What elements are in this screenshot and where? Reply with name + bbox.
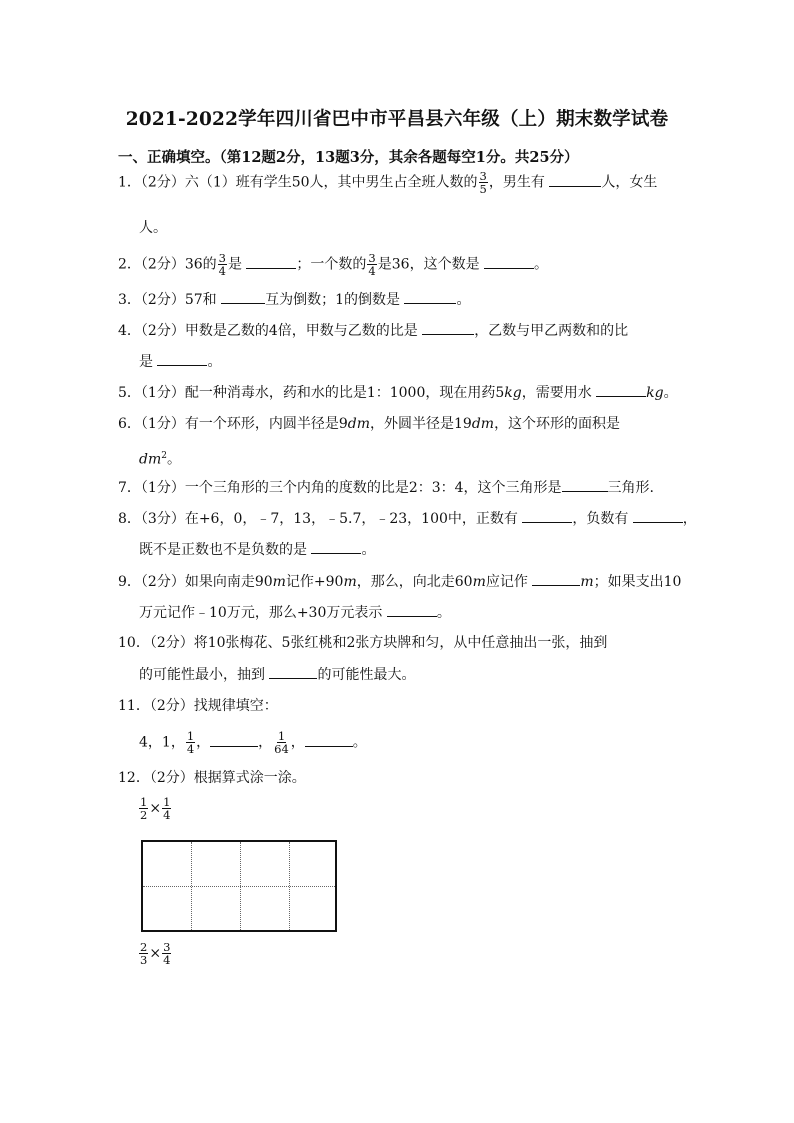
answer-blank[interactable] (221, 289, 265, 304)
question-11-sequence: 4，1， $\frac{1}{4}$ ， ， $\frac{1}{64}$ ， 。 (139, 729, 367, 756)
question-4: 4．（2分）甲数是乙数的4倍，甲数与乙数的比是 ，乙数与甲乙两数和的比 (118, 320, 628, 341)
question-9-continued: 万元记作﹣10万元，那么+30万元表示 。 (139, 602, 451, 623)
question-10-continued: 的可能性最小，抽到 的可能性最大。 (139, 664, 415, 685)
expression-1: $\frac{1}{2}$ × $\frac{1}{4}$ (140, 795, 171, 822)
fraction: $\frac{3}{4}$ (218, 251, 226, 278)
question-1: 1．（2分）六（1）班有学生50人，其中男生占全班人数的 $\frac{3}{5}$ ，男生有 人，女生 (118, 169, 658, 196)
fraction: $\frac{1}{64}$ (274, 729, 289, 756)
section-heading: 一、正确填空。（第12题2分，13题3分，其余各题每空1分。共25分） (118, 149, 579, 166)
expression-2: $\frac{2}{3}$ × $\frac{3}{4}$ (140, 940, 171, 967)
answer-blank[interactable] (532, 571, 580, 586)
answer-blank[interactable] (633, 508, 683, 523)
question-4-continued: 是 。 (139, 351, 221, 372)
fraction: $\frac{3}{5}$ (479, 169, 487, 196)
question-9: 9．（2分）如果向南走90m记作+90m，那么，向北走60m应记作 m；如果支出10 (118, 571, 681, 592)
question-12: 12．（2分）根据算式涂一涂。 (118, 770, 306, 786)
fraction: $\frac{1}{4}$ (186, 729, 195, 756)
question-11: 11．（2分）找规律填空： (118, 698, 278, 714)
question-5: 5．（1分）配一种消毒水，药和水的比是1：1000，现在用药5kg，需要用水 kg。 (118, 382, 678, 403)
answer-blank[interactable] (484, 254, 534, 269)
question-1-continued: 人。 (139, 220, 167, 236)
question-7: 7．（1分）一个三角形的三个内角的度数的比是2：3：4，这个三角形是 三角形. (118, 477, 654, 498)
answer-blank[interactable] (549, 172, 601, 187)
question-2: 2．（2分）36的 $\frac{3}{4}$ 是 ；一个数的 $\frac{3}{4}$ 是36，这个数是 。 (118, 251, 549, 278)
answer-blank[interactable] (305, 732, 353, 747)
question-8: 8．（3分）在+6，0，﹣7，13，﹣5.7，﹣23，100中，正数有 ，负数有 ， (118, 508, 697, 529)
answer-blank[interactable] (246, 254, 296, 269)
question-6: 6．（1分）有一个环形，内圆半径是9dm，外圆半径是19dm，这个环形的面积是 (118, 416, 621, 432)
answer-blank[interactable] (522, 508, 572, 523)
fraction: $\frac{3}{4}$ (368, 251, 376, 278)
answer-blank[interactable] (422, 320, 474, 335)
answer-blank[interactable] (596, 382, 646, 397)
answer-blank[interactable] (387, 602, 437, 617)
answer-blank[interactable] (157, 351, 207, 366)
answer-blank[interactable] (210, 732, 258, 747)
question-6-continued: $dm^2$。 (139, 451, 181, 468)
answer-blank[interactable] (562, 477, 608, 492)
question-8-continued: 既不是正数也不是负数的是 。 (139, 539, 375, 560)
question-3: 3．（2分）57和 互为倒数；1的倒数是 。 (118, 289, 470, 310)
page-title: 2021-2022学年四川省巴中市平昌县六年级（上）期末数学试卷 (125, 109, 669, 130)
answer-blank[interactable] (269, 664, 317, 679)
shading-grid[interactable] (141, 840, 337, 932)
answer-blank[interactable] (404, 289, 456, 304)
answer-blank[interactable] (311, 539, 361, 554)
question-10: 10．（2分）将10张梅花、5张红桃和2张方块牌和匀，从中任意抽出一张，抽到 (118, 635, 608, 651)
